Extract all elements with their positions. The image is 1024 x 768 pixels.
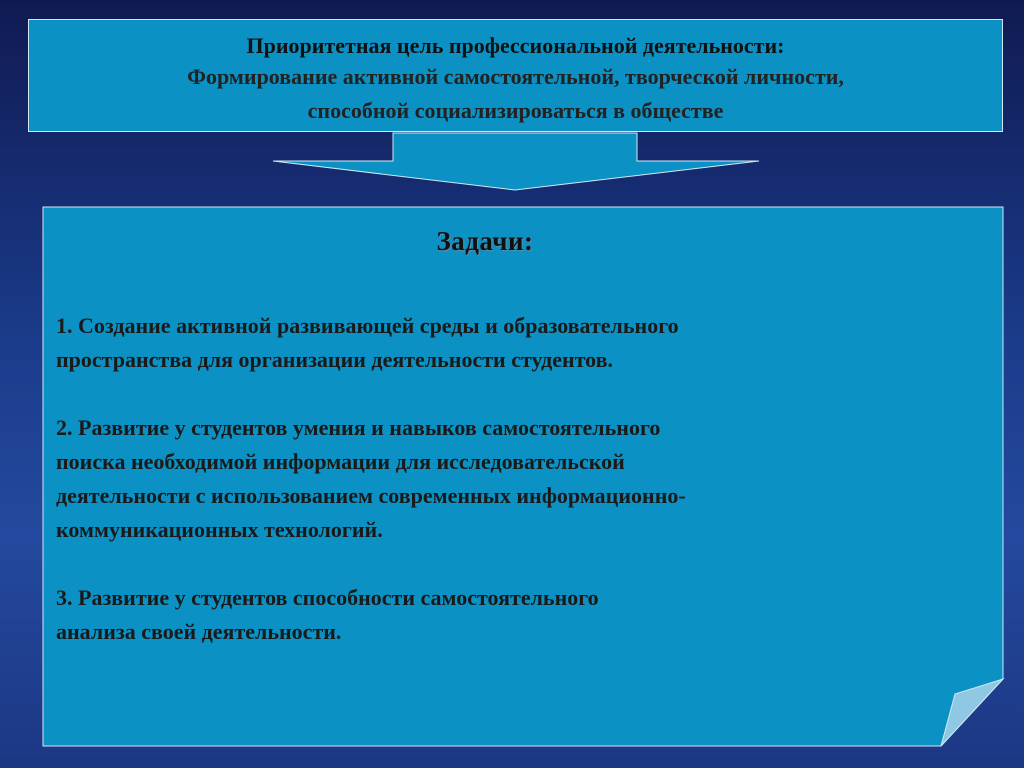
task-2-line-4: коммуникационных технологий.	[56, 517, 383, 542]
task-2-line-2: поиска необходимой информации для исследовательской	[56, 449, 625, 474]
task-1-line-1: 1. Создание активной развивающей среды и образовательного	[56, 313, 679, 338]
tasks-heading: Задачи:	[436, 226, 534, 256]
task-2-line-3: деятельности с использованием современных информационно-	[56, 483, 686, 508]
task-1-line-2: пространства для организации деятельности студентов.	[56, 347, 614, 372]
goal-title: Приоритетная цель профессиональной деятельности:	[246, 33, 785, 58]
tasks-content	[56, 226, 986, 649]
goal-line-2: способной социализироваться в обществе	[307, 98, 724, 123]
task-3-line-2: анализа своей деятельности.	[56, 619, 342, 644]
task-2-line-1: 2. Развитие у студентов умения и навыков самостоятельного	[56, 415, 661, 440]
goal-line-1: Формирование активной самостоятельной, творческой личности,	[187, 64, 844, 89]
task-3-line-1: 3. Развитие у студентов способности самостоятельного	[56, 585, 599, 610]
